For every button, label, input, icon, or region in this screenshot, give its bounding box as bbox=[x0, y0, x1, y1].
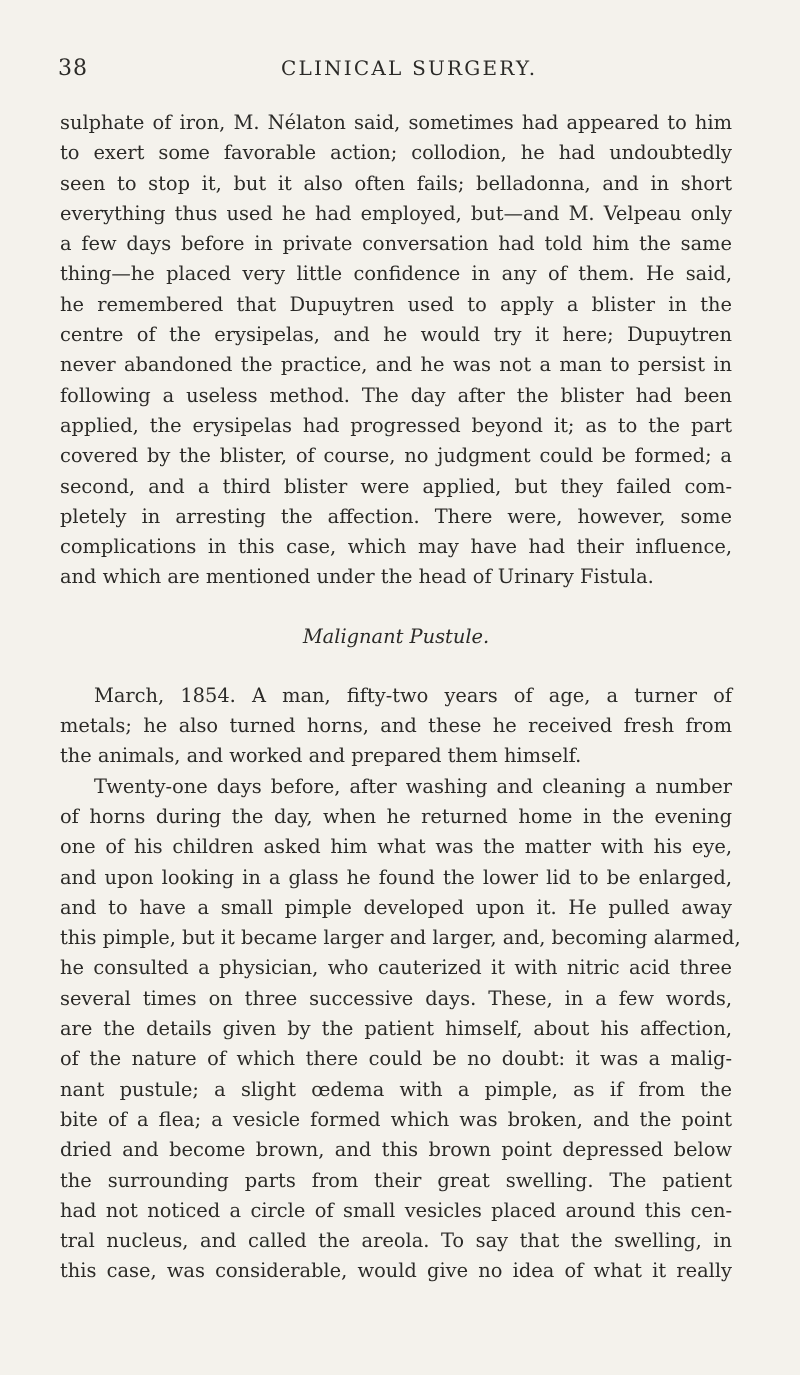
running-title: CLINICAL SURGERY. bbox=[281, 56, 538, 80]
text-line: everything thus used he had employed, but—and M. Velpeau only bbox=[60, 201, 732, 225]
text-line: had not noticed a circle of small vesicles placed around this cen- bbox=[60, 1198, 732, 1222]
text-line: several times on three successive days. These, in a few words, bbox=[60, 986, 732, 1010]
section-heading: Malignant Pustule. bbox=[302, 624, 490, 648]
paragraph-1 bbox=[60, 108, 732, 593]
text-line: applied, the erysipelas had progressed beyond it; as to the part bbox=[60, 413, 732, 437]
text-line: pletely in arresting the affection. There were, however, some bbox=[60, 504, 732, 528]
text-line: and which are mentioned under the head of Urinary Fistula. bbox=[60, 565, 654, 589]
text-line: following a useless method. The day after the blister had been bbox=[60, 383, 732, 407]
text-line: covered by the blister, of course, no judgment could be formed; a bbox=[60, 444, 732, 468]
text-line: the surrounding parts from their great swelling. The patient bbox=[60, 1168, 732, 1192]
text-line: dried and become brown, and this brown point depressed below bbox=[60, 1138, 732, 1162]
text-line: tral nucleus, and called the areola. To say that the swelling, in bbox=[60, 1229, 732, 1253]
paragraph-3 bbox=[60, 772, 741, 1287]
text-line: nant pustule; a slight œdema with a pimple, as if from the bbox=[60, 1077, 732, 1101]
text-line: he remembered that Dupuytren used to apply a blister in the bbox=[60, 292, 732, 316]
text-line: seen to stop it, but it also often fails; belladonna, and in short bbox=[60, 171, 732, 195]
text-line: Twenty-one days before, after washing and cleaning a number bbox=[94, 774, 732, 798]
text-line: of the nature of which there could be no doubt: it was a malig- bbox=[60, 1047, 732, 1071]
text-line: centre of the erysipelas, and he would try it here; Dupuytren bbox=[60, 323, 732, 347]
text-line: never abandoned the practice, and he was not a man to persist in bbox=[60, 353, 732, 377]
body-text bbox=[60, 108, 741, 1287]
text-line: sulphate of iron, M. Nélaton said, sometimes had appeared to him bbox=[60, 111, 732, 134]
text-line: the animals, and worked and prepared them himself. bbox=[60, 744, 582, 768]
page-number: 38 bbox=[58, 56, 88, 81]
text-line: second, and a third blister were applied, but they failed com- bbox=[60, 474, 732, 498]
text-line: complications in this case, which may have had their influence, bbox=[60, 535, 732, 559]
text-line: this pimple, but it became larger and larger, and, becoming alarmed, bbox=[60, 926, 741, 950]
text-line: this case, was considerable, would give no idea of what it really bbox=[60, 1259, 732, 1283]
text-line: one of his children asked him what was the matter with his eye, bbox=[60, 835, 732, 859]
text-line: and to have a small pimple developed upon it. He pulled away bbox=[60, 895, 732, 919]
text-line: a few days before in private conversation had told him the same bbox=[60, 232, 732, 256]
text-line: he consulted a physician, who cauterized it with nitric acid three bbox=[60, 956, 732, 980]
text-line: to exert some favorable action; collodion, he had undoubtedly bbox=[60, 141, 732, 165]
text-line: March, 1854. A man, fifty-two years of age, a turner of bbox=[94, 683, 732, 707]
text-line: bite of a flea; a vesicle formed which was broken, and the point bbox=[60, 1107, 732, 1131]
text-line: and upon looking in a glass he found the lower lid to be enlarged, bbox=[60, 865, 732, 889]
running-head bbox=[58, 56, 730, 96]
paragraph-2 bbox=[60, 681, 732, 772]
text-line: are the details given by the patient himself, about his affection, bbox=[60, 1017, 732, 1041]
text-line: of horns during the day, when he returned home in the evening bbox=[60, 804, 732, 828]
text-line: thing—he placed very little confidence in any of them. He said, bbox=[60, 262, 732, 286]
text-line: metals; he also turned horns, and these he received fresh from bbox=[60, 714, 732, 738]
